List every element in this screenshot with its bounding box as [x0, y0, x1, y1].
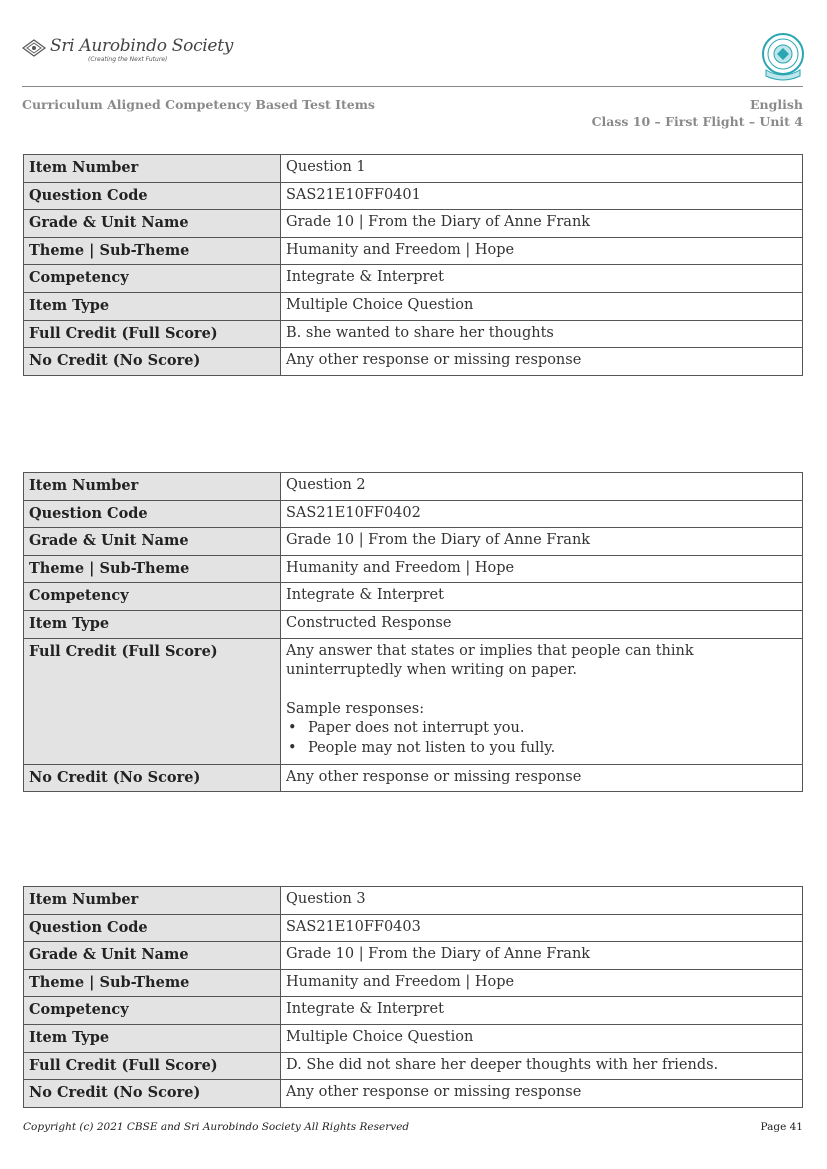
- header-rule: [22, 86, 803, 87]
- item-type-label: Item Type: [24, 610, 281, 638]
- spacer: [286, 681, 797, 700]
- competency-value: Integrate & Interpret: [281, 583, 803, 611]
- subject-label: English: [750, 97, 803, 112]
- table-row: [24, 473, 803, 501]
- table-row: [24, 887, 803, 915]
- competency-label: Competency: [24, 265, 281, 293]
- table-row: [24, 638, 803, 764]
- table-row: [24, 969, 803, 997]
- item-table-question-3: [23, 886, 803, 1108]
- item-number-value: Question 2: [281, 473, 803, 501]
- cbse-seal-icon: [760, 32, 806, 82]
- no-credit-value: Any other response or missing response: [281, 764, 803, 792]
- cbse-seal-logo: [760, 32, 806, 86]
- full-credit-cell: [281, 638, 803, 764]
- full-credit-value: Any answer that states or implies that people can think uninterruptedly when writing on paper.: [286, 642, 694, 679]
- logo-text: Sri Aurobindo Society: [50, 36, 234, 56]
- item-number-label: Item Number: [24, 887, 281, 915]
- list-item: • Paper does not interrupt you.: [286, 719, 797, 739]
- question-code-label: Question Code: [24, 914, 281, 942]
- class-unit-label: Class 10 – First Flight – Unit 4: [591, 114, 803, 129]
- sample-list: [286, 719, 797, 758]
- table-row: [24, 265, 803, 293]
- document-title: Curriculum Aligned Competency Based Test Items: [22, 97, 375, 112]
- grade-unit-label: Grade & Unit Name: [24, 528, 281, 556]
- item-table-question-1: [23, 154, 803, 376]
- table-row: [24, 348, 803, 376]
- full-credit-label: Full Credit (Full Score): [24, 1052, 281, 1080]
- table-row: [24, 210, 803, 238]
- theme-label: Theme | Sub-Theme: [24, 969, 281, 997]
- theme-value: Humanity and Freedom | Hope: [281, 555, 803, 583]
- logo-tagline: (Creating the Next Future): [88, 56, 168, 63]
- item-type-label: Item Type: [24, 1024, 281, 1052]
- sri-aurobindo-society-logo: [22, 36, 234, 68]
- table-row: [24, 155, 803, 183]
- table-row: [24, 237, 803, 265]
- item-type-label: Item Type: [24, 292, 281, 320]
- table-row: [24, 997, 803, 1025]
- table-row: [24, 292, 803, 320]
- item-type-value: Multiple Choice Question: [281, 1024, 803, 1052]
- full-credit-label: Full Credit (Full Score): [24, 638, 281, 764]
- grade-unit-label: Grade & Unit Name: [24, 942, 281, 970]
- competency-value: Integrate & Interpret: [281, 265, 803, 293]
- table-row: [24, 1080, 803, 1108]
- no-credit-label: No Credit (No Score): [24, 1080, 281, 1108]
- sample-heading: Sample responses:: [286, 700, 425, 717]
- item-number-value: Question 1: [281, 155, 803, 183]
- item-type-value: Multiple Choice Question: [281, 292, 803, 320]
- table-row: [24, 764, 803, 792]
- no-credit-label: No Credit (No Score): [24, 764, 281, 792]
- list-item: • People may not listen to you fully.: [286, 739, 797, 759]
- table-row: [24, 583, 803, 611]
- full-credit-value: B. she wanted to share her thoughts: [281, 320, 803, 348]
- full-credit-value: D. She did not share her deeper thoughts with her friends.: [281, 1052, 803, 1080]
- theme-label: Theme | Sub-Theme: [24, 237, 281, 265]
- society-emblem-icon: [22, 39, 46, 57]
- table-row: [24, 610, 803, 638]
- table-row: [24, 528, 803, 556]
- item-table-question-2: [23, 472, 803, 792]
- theme-label: Theme | Sub-Theme: [24, 555, 281, 583]
- table-row: [24, 1024, 803, 1052]
- competency-label: Competency: [24, 583, 281, 611]
- item-number-label: Item Number: [24, 473, 281, 501]
- table-row: [24, 182, 803, 210]
- theme-value: Humanity and Freedom | Hope: [281, 237, 803, 265]
- question-code-label: Question Code: [24, 500, 281, 528]
- item-type-value: Constructed Response: [281, 610, 803, 638]
- grade-unit-value: Grade 10 | From the Diary of Anne Frank: [281, 210, 803, 238]
- grade-unit-value: Grade 10 | From the Diary of Anne Frank: [281, 942, 803, 970]
- competency-value: Integrate & Interpret: [281, 997, 803, 1025]
- table-row: [24, 914, 803, 942]
- table-row: [24, 555, 803, 583]
- table-row: [24, 1052, 803, 1080]
- question-code-value: SAS21E10FF0403: [281, 914, 803, 942]
- question-code-value: SAS21E10FF0401: [281, 182, 803, 210]
- table-row: [24, 320, 803, 348]
- item-number-label: Item Number: [24, 155, 281, 183]
- table-row: [24, 500, 803, 528]
- no-credit-label: No Credit (No Score): [24, 348, 281, 376]
- no-credit-value: Any other response or missing response: [281, 1080, 803, 1108]
- question-code-label: Question Code: [24, 182, 281, 210]
- theme-value: Humanity and Freedom | Hope: [281, 969, 803, 997]
- grade-unit-value: Grade 10 | From the Diary of Anne Frank: [281, 528, 803, 556]
- copyright-notice: Copyright (c) 2021 CBSE and Sri Aurobindo Society All Rights Reserved: [23, 1121, 410, 1133]
- no-credit-value: Any other response or missing response: [281, 348, 803, 376]
- full-credit-label: Full Credit (Full Score): [24, 320, 281, 348]
- table-row: [24, 942, 803, 970]
- grade-unit-label: Grade & Unit Name: [24, 210, 281, 238]
- item-number-value: Question 3: [281, 887, 803, 915]
- page-number: Page 41: [760, 1121, 803, 1133]
- competency-label: Competency: [24, 997, 281, 1025]
- question-code-value: SAS21E10FF0402: [281, 500, 803, 528]
